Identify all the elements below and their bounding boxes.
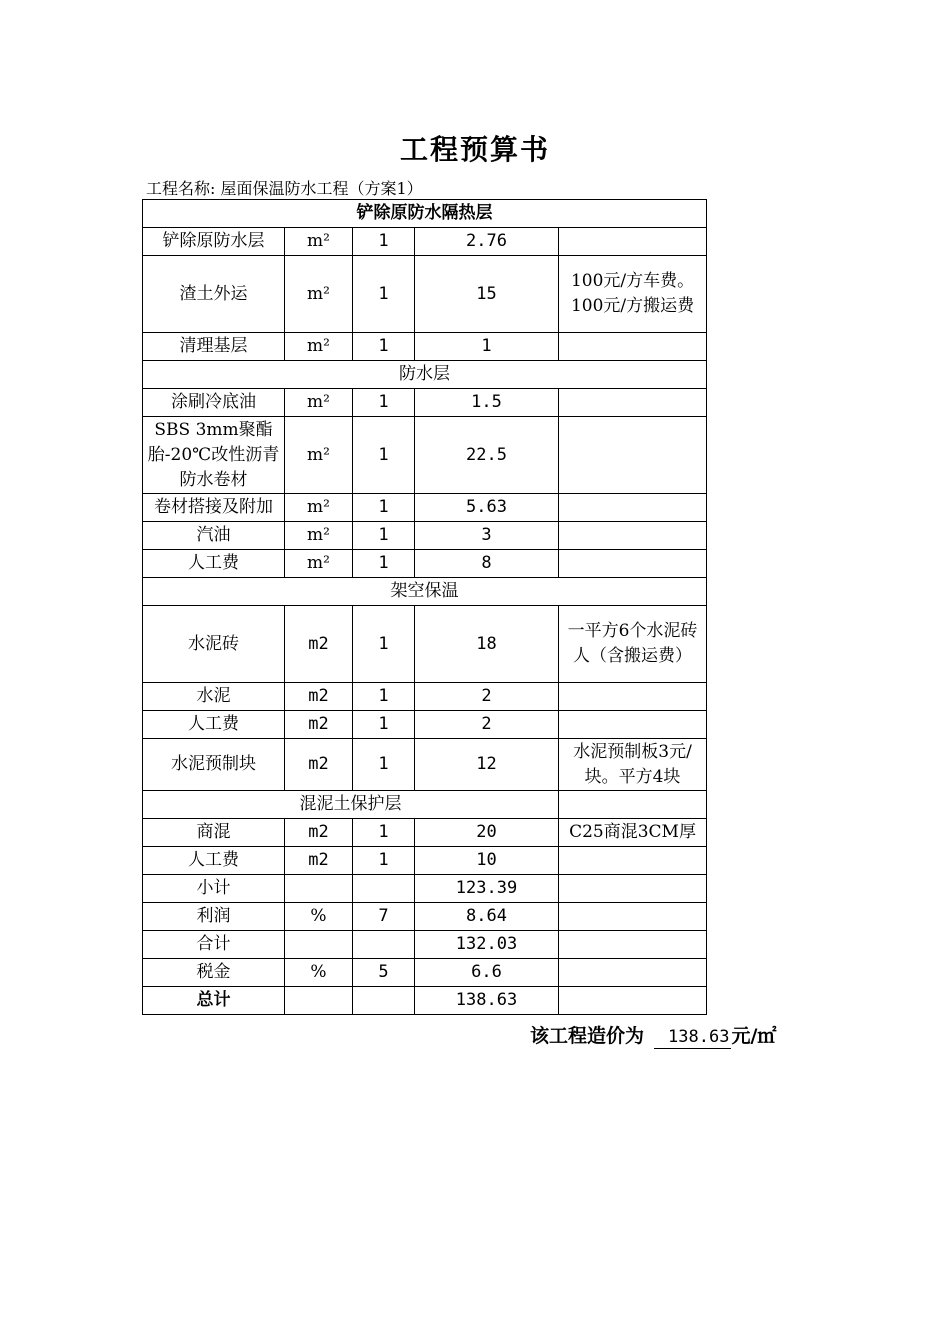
table-row <box>143 606 707 683</box>
item-unit: m2 <box>285 739 353 791</box>
table-row <box>143 256 707 333</box>
budget-table <box>142 199 707 1015</box>
summary-unit <box>285 987 353 1015</box>
item-note <box>559 333 707 361</box>
item-note <box>559 417 707 494</box>
empty-cell <box>559 875 707 903</box>
section-row <box>143 791 707 819</box>
summary-row <box>143 875 707 903</box>
item-name: 汽油 <box>143 522 285 550</box>
item-name: 清理基层 <box>143 333 285 361</box>
summary-unit: % <box>285 903 353 931</box>
item-price: 20 <box>415 819 559 847</box>
item-note: 水泥预制板3元/块。平方4块 <box>559 739 707 791</box>
table-row <box>143 417 707 494</box>
summary-qty: 7 <box>353 903 415 931</box>
item-note <box>559 683 707 711</box>
table-row <box>143 711 707 739</box>
empty-cell <box>559 791 707 819</box>
item-unit: m² <box>285 522 353 550</box>
item-qty: 1 <box>353 819 415 847</box>
total-cost-amount: 138.63 <box>654 1026 731 1049</box>
total-cost-line <box>530 1021 776 1049</box>
item-name: 水泥预制块 <box>143 739 285 791</box>
document-title: 工程预算书 <box>399 133 550 166</box>
table-row <box>143 333 707 361</box>
item-note <box>559 847 707 875</box>
item-note <box>559 494 707 522</box>
summary-qty: 5 <box>353 959 415 987</box>
summary-name: 小计 <box>143 875 285 903</box>
table-row <box>143 847 707 875</box>
item-price: 1.5 <box>415 389 559 417</box>
summary-amount: 6.6 <box>415 959 559 987</box>
item-qty: 1 <box>353 333 415 361</box>
empty-cell <box>559 959 707 987</box>
item-name: 商混 <box>143 819 285 847</box>
item-price: 3 <box>415 522 559 550</box>
item-name: 人工费 <box>143 847 285 875</box>
item-note: C25商混3CM厚 <box>559 819 707 847</box>
empty-cell <box>559 987 707 1015</box>
summary-name: 利润 <box>143 903 285 931</box>
summary-unit <box>285 875 353 903</box>
project-name: 工程名称: 屋面保温防水工程（方案1） <box>146 179 423 198</box>
summary-row <box>143 959 707 987</box>
item-qty: 1 <box>353 256 415 333</box>
summary-amount: 132.03 <box>415 931 559 959</box>
item-price: 5.63 <box>415 494 559 522</box>
item-name: 人工费 <box>143 550 285 578</box>
item-qty: 1 <box>353 494 415 522</box>
total-cost-unit: 元/㎡ <box>731 1025 777 1047</box>
item-unit: m² <box>285 256 353 333</box>
item-name: 渣土外运 <box>143 256 285 333</box>
item-qty: 1 <box>353 847 415 875</box>
item-name: SBS 3mm聚酯胎-20℃改性沥青防水卷材 <box>143 417 285 494</box>
table-row <box>143 522 707 550</box>
item-price: 2.76 <box>415 228 559 256</box>
summary-name: 税金 <box>143 959 285 987</box>
summary-qty <box>353 987 415 1015</box>
item-price: 8 <box>415 550 559 578</box>
item-qty: 1 <box>353 228 415 256</box>
item-unit: m2 <box>285 606 353 683</box>
item-note: 100元/方车费。100元/方搬运费 <box>559 256 707 333</box>
section-header: 防水层 <box>143 361 707 389</box>
table-row <box>143 228 707 256</box>
item-price: 12 <box>415 739 559 791</box>
section-row <box>143 361 707 389</box>
item-unit: m² <box>285 333 353 361</box>
section-row <box>143 200 707 228</box>
section-header: 铲除原防水隔热层 <box>143 200 707 228</box>
item-price: 15 <box>415 256 559 333</box>
table-row <box>143 389 707 417</box>
item-qty: 1 <box>353 739 415 791</box>
summary-qty <box>353 875 415 903</box>
summary-row <box>143 931 707 959</box>
item-price: 2 <box>415 683 559 711</box>
item-note <box>559 522 707 550</box>
summary-row <box>143 903 707 931</box>
item-unit: m2 <box>285 683 353 711</box>
item-note: 一平方6个水泥砖人（含搬运费） <box>559 606 707 683</box>
item-qty: 1 <box>353 683 415 711</box>
item-name: 铲除原防水层 <box>143 228 285 256</box>
item-qty: 1 <box>353 522 415 550</box>
item-unit: m² <box>285 389 353 417</box>
summary-qty <box>353 931 415 959</box>
table-row <box>143 550 707 578</box>
summary-row <box>143 987 707 1015</box>
section-header: 架空保温 <box>143 578 707 606</box>
item-price: 18 <box>415 606 559 683</box>
table-row <box>143 739 707 791</box>
item-price: 1 <box>415 333 559 361</box>
item-name: 人工费 <box>143 711 285 739</box>
table-row <box>143 494 707 522</box>
item-unit: m2 <box>285 819 353 847</box>
item-qty: 1 <box>353 417 415 494</box>
item-unit: m² <box>285 228 353 256</box>
item-name: 水泥砖 <box>143 606 285 683</box>
item-name: 水泥 <box>143 683 285 711</box>
item-qty: 1 <box>353 550 415 578</box>
summary-name: 总计 <box>143 987 285 1015</box>
item-unit: m2 <box>285 847 353 875</box>
item-name: 卷材搭接及附加 <box>143 494 285 522</box>
summary-unit: % <box>285 959 353 987</box>
item-qty: 1 <box>353 389 415 417</box>
empty-cell <box>559 903 707 931</box>
item-price: 2 <box>415 711 559 739</box>
summary-unit <box>285 931 353 959</box>
item-price: 10 <box>415 847 559 875</box>
summary-amount: 123.39 <box>415 875 559 903</box>
item-name: 涂刷冷底油 <box>143 389 285 417</box>
summary-amount: 138.63 <box>415 987 559 1015</box>
total-cost-label: 该工程造价为 <box>530 1025 645 1047</box>
item-note <box>559 389 707 417</box>
table-row <box>143 683 707 711</box>
item-qty: 1 <box>353 606 415 683</box>
item-note <box>559 550 707 578</box>
item-qty: 1 <box>353 711 415 739</box>
item-note <box>559 711 707 739</box>
section-row <box>143 578 707 606</box>
item-unit: m² <box>285 494 353 522</box>
section-header: 混泥土保护层 <box>143 791 559 819</box>
item-unit: m² <box>285 550 353 578</box>
item-note <box>559 228 707 256</box>
item-unit: m2 <box>285 711 353 739</box>
empty-cell <box>559 931 707 959</box>
summary-name: 合计 <box>143 931 285 959</box>
item-price: 22.5 <box>415 417 559 494</box>
summary-amount: 8.64 <box>415 903 559 931</box>
table-row <box>143 819 707 847</box>
item-unit: m² <box>285 417 353 494</box>
